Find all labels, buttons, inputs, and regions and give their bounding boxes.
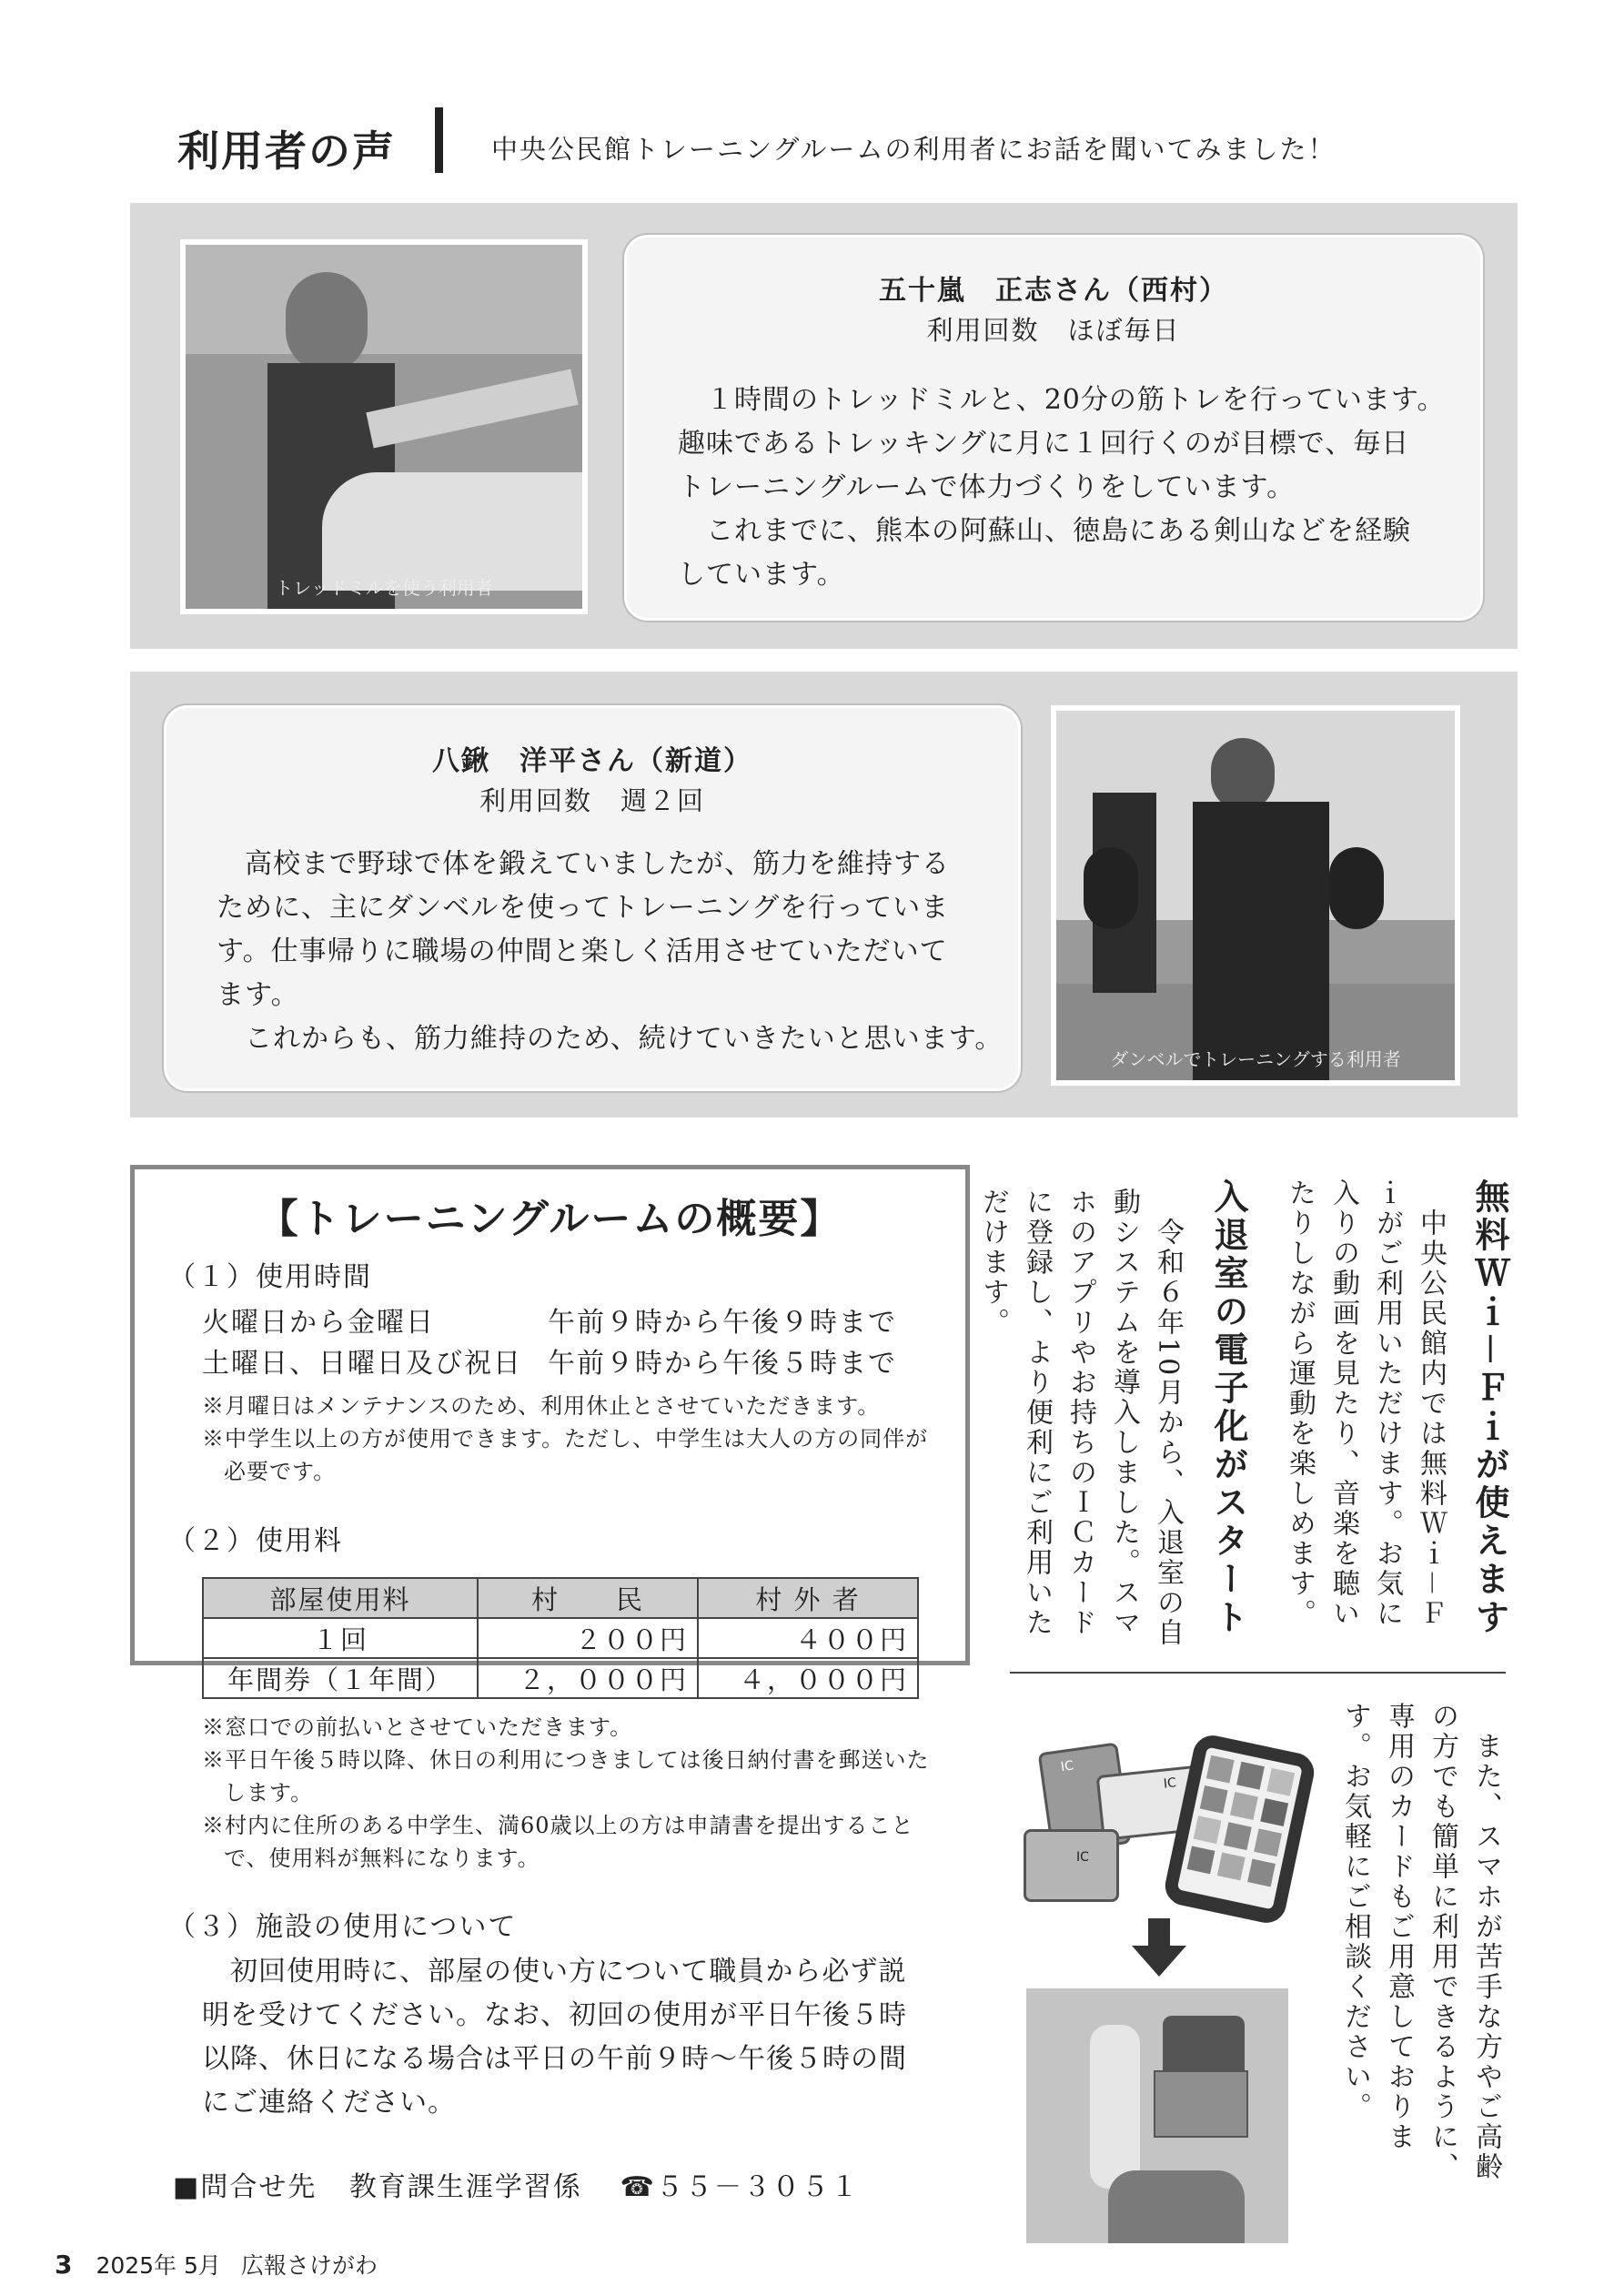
testimonial-photo-2: ダンベルでトレーニングする利用者 bbox=[1051, 705, 1460, 1086]
hours-time: 午前９時から午後５時まで bbox=[548, 1348, 897, 1380]
fee-notes: ※窓口での前払いとさせていただきます。 ※平日午後５時以降、休日の利用につきましては後日納付書を郵送いたします。 ※村内に住所のある中学生、満60歳以上の方は申請書を提出することで、使用料が無料になります。 bbox=[202, 1714, 930, 1871]
page-number: 3 bbox=[55, 2250, 73, 2280]
testimonial-body: 高校まで野球で体を鍛えていましたが、筋力を維持する ために、主にダンベルを使ってトレーニングを行っていま す。仕事帰りに職場の仲間と楽しく活用させていただいて ます。 これからも、筋力維持のため、続けていきたいと思います。 bbox=[217, 848, 1004, 1055]
section-title: 利用者の声 bbox=[177, 126, 396, 176]
page-footer bbox=[55, 2248, 378, 2281]
entry-text: 令和６年10月から、入退室の自動システムを導入しました。スマホのアプリやお持ちのＩＣカードに登録し、より便利にご利用いただけます。 bbox=[977, 1188, 1184, 1649]
hours-days: 土曜日、日曜日及び祝日 bbox=[202, 1348, 522, 1380]
fee-table bbox=[202, 1577, 919, 1699]
card-reader-photo bbox=[1026, 1988, 1288, 2243]
overview-title: 【トレーニングルームの概要】 bbox=[257, 1196, 842, 1242]
wifi-heading: 無料Ｗｉ－Ｆｉが使えます bbox=[1469, 1178, 1509, 1638]
contact-phone: ☎５５－３０５１ bbox=[620, 2171, 860, 2203]
ic-card: IC bbox=[1038, 1742, 1132, 1854]
issue-date: 2025年 5月 bbox=[96, 2252, 221, 2279]
contact-label: ■問合せ先 bbox=[173, 2171, 318, 2203]
testimonial-body: １時間のトレッドミルと、20分の筋トレを行っています。 趣味であるトレッキングに月に１回行くのが目標で、毎日 トレーニングルームで体力づくりをしています。 これまでに、熊本の阿蘇山、徳島にある剣山などを経験 しています。 bbox=[678, 384, 1446, 591]
section-subtitle: 中央公民館トレーニングルームの利用者にお話を聞いてみました！ bbox=[491, 134, 1337, 165]
fee-row-label: 年間券（１年間） bbox=[203, 1658, 478, 1698]
testimonial-frequency: 利用回数 ほぼ毎日 bbox=[926, 315, 1181, 346]
entry-heading: 入退室の電子化がスタート bbox=[1208, 1178, 1248, 1637]
hours-notes: ※月曜日はメンテナンスのため、利用休止とさせていただきます。 ※中学生以上の方が使用できます。ただし、中学生は大人の方の同伴が必要です。 bbox=[202, 1393, 929, 1484]
fee-cell: ２００円 bbox=[478, 1618, 698, 1658]
ic-card: IC bbox=[1096, 1765, 1210, 1841]
fee-col-header: 部屋使用料 bbox=[203, 1578, 478, 1618]
fee-cell: ４００円 bbox=[698, 1618, 918, 1658]
fee-col-header: 村 民 bbox=[478, 1578, 698, 1618]
contact-line bbox=[173, 2164, 860, 2204]
contact-department: 教育課生涯学習係 bbox=[348, 2171, 582, 2203]
publication-name: 広報さけがわ bbox=[240, 2252, 378, 2279]
testimonial-name: 五十嵐 正志さん（西村） bbox=[879, 275, 1228, 307]
down-arrow-icon bbox=[1148, 1918, 1170, 1947]
testimonial-bubble-2 bbox=[164, 705, 1021, 1091]
hours-days: 火曜日から金曜日 bbox=[202, 1307, 435, 1339]
wifi-text: 中央公民館内では無料Ｗｉ－Ｆｉがご利用いただけます。お気に入りの動画を見たり、音楽を聴いたりしながら運動を楽しめます。 bbox=[1284, 1178, 1447, 1629]
fee-cell: ４，０００円 bbox=[698, 1658, 918, 1698]
down-arrow-icon bbox=[1132, 1946, 1186, 1977]
ic-card: IC bbox=[1024, 1829, 1119, 1902]
testimonial-name: 八鍬 洋平さん（新道） bbox=[432, 745, 752, 777]
hours-time: 午前９時から午後９時まで bbox=[548, 1307, 897, 1339]
usage-heading: （３）施設の使用について bbox=[168, 1911, 518, 1943]
hours-heading: （１）使用時間 bbox=[168, 1261, 372, 1293]
testimonial-frequency: 利用回数 週２回 bbox=[479, 785, 705, 816]
fee-col-header: 村 外 者 bbox=[698, 1578, 918, 1618]
fees-heading: （２）使用料 bbox=[168, 1525, 343, 1557]
testimonial-bubble-1 bbox=[624, 235, 1483, 621]
title-divider bbox=[435, 107, 443, 173]
entry-text-additional: また、スマホが苦手な方やご高齢の方でも簡単に利用できるように、専用のカードもご用意しております。お気軽にご相談ください。 bbox=[1339, 1702, 1502, 2182]
testimonial-photo-1: トレッドミルを使う利用者 bbox=[180, 239, 588, 614]
fee-row-label: １回 bbox=[203, 1618, 478, 1658]
column-divider bbox=[1010, 1672, 1506, 1674]
smartphone-icon bbox=[1162, 1732, 1318, 1927]
fee-cell: ２，０００円 bbox=[478, 1658, 698, 1698]
usage-text: 初回使用時に、部屋の使い方について職員から必ず説 明を受けてください。なお、初回の使用が平日午後５時 以降、休日になる場合は平日の午前９時～午後５時の間 にご連絡ください。 bbox=[202, 1956, 907, 2119]
